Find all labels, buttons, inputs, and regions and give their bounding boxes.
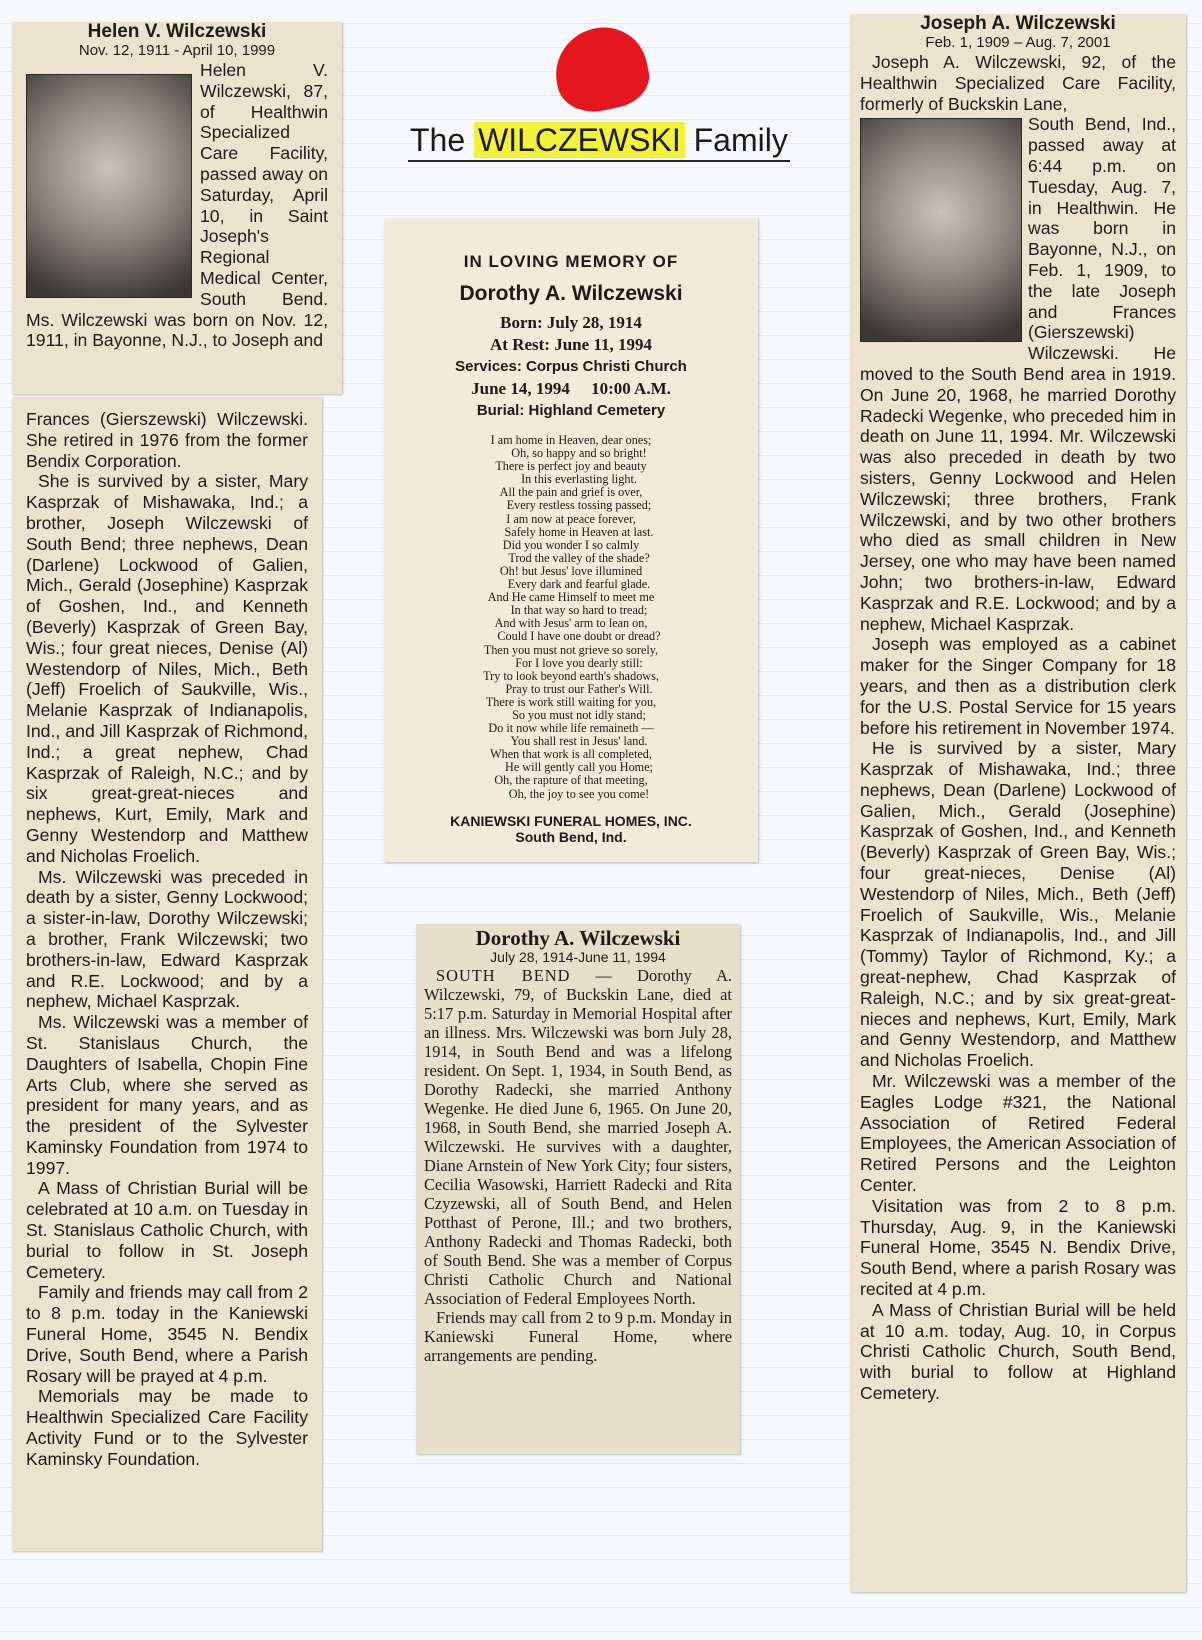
- page-title: [408, 120, 808, 166]
- dorothy-paragraph-2: Friends may call from 2 to 9 p.m. Monday in Kaniewski Funeral Home, where arrangements are pending.: [424, 1308, 732, 1365]
- dorothy-text: — Dorothy A. Wilczewski, 79, of Buckskin Lane, died at 5:17 p.m. Saturday in Memorial Hospital after an illness. Mrs. Wilczewski was born July 28, 1914, in South Bend and was a lifelong resident. On Sept. 1, 1934, in South Bend, as Dorothy Radecki, she married Anthony Wegenke. He died June 6, 1965. On June 20, 1968, in South Bend, she married Joseph A. Wilczewski. He survives with a daughter, Diane Arnstein of New York City; four sisters, Cecilia Wasowski, Harriett Radecki and Rita Czyzewski, all of South Bend, and Helen Potthast of Perone, Ill.; and two brothers, Anthony Radecki and Thomas Radecki, both of South Bend. She was a member of Corpus Christi Catholic Church and National Association of Federal Employees North.: [424, 966, 733, 1308]
- poem-line: Oh, the joy to see you come!: [508, 786, 650, 801]
- poem-line: And He came Himself to meet me: [487, 590, 655, 605]
- helen-name: Helen V. Wilczewski: [87, 21, 267, 42]
- poem-line: There is perfect joy and beauty: [495, 459, 647, 474]
- card-born: Born: July 28, 1914: [500, 313, 642, 332]
- helen-paragraphs: [26, 409, 308, 1470]
- poem-line: All the pain and grief is over,: [499, 485, 643, 500]
- poem-line: Every restless tossing passed;: [506, 498, 652, 513]
- card-services: Services: Corpus Christi Church: [455, 358, 687, 375]
- joseph-intro: Joseph A. Wilczewski, 92, of the Healthwin Specialized Care Facility, formerly of Buckskin Lane,: [860, 52, 1176, 114]
- helen-obituary-top: [12, 22, 342, 394]
- joseph-paragraph: Mr. Wilczewski was a member of the Eagles Lodge #321, the National Association of Retired Federal Employees, the American Association of Retired Persons and the Leighton Center.: [860, 1071, 1176, 1196]
- poem-line: Oh! but Jesus' love illumined: [499, 563, 643, 578]
- dorothy-dateline: SOUTH BEND: [436, 966, 571, 985]
- title-prefix: The: [410, 122, 475, 158]
- title-highlight: WILCZEWSKI: [474, 122, 685, 158]
- poem-line: There is work still waiting for you,: [485, 694, 657, 709]
- helen-dates: Nov. 12, 1911 - April 10, 1999: [78, 42, 276, 59]
- dorothy-dates: July 28, 1914-June 11, 1994: [490, 949, 666, 965]
- poem-line: Oh, the rapture of that meeting,: [494, 773, 648, 788]
- helen-paragraph: Ms. Wilczewski was preceded in death by a sister, Genny Lockwood; a sister-in-law, Dorothy Wilczewski; a brother, Frank Wilczewski; two brothers-in-law, Edward Kasprzak and R.E. Lockwood; and by a nephew, Michael Kasprzak.: [26, 866, 308, 1012]
- poem-line: Did you wonder I so calmly: [502, 537, 640, 552]
- red-sticker-dot: [547, 19, 654, 118]
- joseph-paragraph: He is survived by a sister, Mary Kasprzak of Mishawaka, Ind.; three nephews, Dean (Darlene) Lockwood of Galien, Mich., Gerald (Josephine) Kasprzak of Goshen, Ind., and Kenneth (Beverly) Kasprzak of Green Bay, Wis.; four great-nieces, Denise (Al) Westendorp of Niles, Mich., Beth (Jeff) Froelich of Saukville, Wis., Melanie Kasprzak of Indianapolis, Ind., and Jill (Tommy) Taylor of Richmond, Ky.; a great-nephew, Chad Kasprzak of Raleigh, N.C.; and by six great-great-nieces and nephews, Kurt, Emily, Mark and Genny Westendorp, and Matthew and Nicholas Froelich.: [860, 738, 1176, 1071]
- joseph-photo: [860, 118, 1022, 342]
- helen-paragraph: Ms. Wilczewski was a member of St. Stanislaus Church, the Daughters of Isabella, Chopin Fine Arts Club, where she served as president for many years, and as the president of the Sylvester Kaminsky Foundation from 1974 to 1997.: [26, 1012, 308, 1178]
- card-rest: At Rest: June 11, 1994: [490, 335, 652, 354]
- helen-paragraph: Family and friends may call from 2 to 8 p.m. today in the Kaniewski Funeral Home, 3545 N. Bendix Drive, South Bend, where a Parish Rosary will be prayed at 4 p.m.: [26, 1282, 308, 1386]
- joseph-wrap-text: South Bend, Ind., passed away at 6:44 p.m. on Tuesday, Aug. 7, in Healthwin. He was born in Bayonne, N.J., on Feb. 1, 1909, to the late Joseph and Frances (Gierszewski) Wilczewski. He moved to the South Bend area in 1919. On June 20, 1968, he married Dorothy Radecki Wegenke, who preceded him in death on June 11, 1994. Mr. Wilczewski was also preceded in death by two sisters, Genny Lockwood and Helen Wilczewski; three brothers, Frank Wilczewski, and by two other brothers who died as small children in New Jersey, one who may have been named John; two brothers-in-law, Edward Kasprzak and R.E. Lockwood; and by a nephew, Michael Kasprzak.: [860, 114, 1176, 634]
- helen-paragraph: She is survived by a sister, Mary Kasprzak of Mishawaka, Ind.; a brother, Joseph Wilczewski of South Bend; three nephews, Dean (Darlene) Lockwood of Galien, Mich., Gerald (Josephine) Kasprzak of Goshen, Ind., and Kenneth (Beverly) Kasprzak of Green Bay, Wis.; four great nieces, Denise (Al) Westendorp of Niles, Mich., Beth (Jeff) Froelich of Saukville, Wis., Melanie Kasprzak of Indianapolis, Ind., and Jill Kasprzak of Richmond, Ind.; a great nephew, Chad Kasprzak of Raleigh, N.C.; and by six great-great-nieces and nephews, Kurt, Emily, Mark and Genny Westendorp and Matthew and Nicholas Froelich.: [26, 471, 308, 866]
- joseph-name: Joseph A. Wilczewski: [920, 13, 1116, 34]
- poem-line: Could I have one doubt or dread?: [497, 629, 661, 644]
- poem-line: When that work is all completed,: [490, 747, 652, 762]
- joseph-paragraph: Visitation was from 2 to 8 p.m. Thursday, Aug. 9, in the Kaniewski Funeral Home, 3545 N. Bendix Drive, South Bend, where a parish Rosary was recited at 4 p.m.: [860, 1195, 1176, 1300]
- dorothy-name: Dorothy A. Wilczewski: [475, 926, 681, 950]
- poem-line: Try to look beyond earth's shadows,: [483, 668, 659, 683]
- helen-obituary-body: [12, 397, 322, 1551]
- poem-line: Pray to trust our Father's Will.: [505, 681, 653, 696]
- poem-line: Oh, so happy and so bright!: [511, 446, 647, 461]
- poem-line: Every dark and fearful glade.: [507, 577, 651, 592]
- poem-line: And with Jesus' arm to lean on,: [494, 616, 648, 631]
- card-heading: IN LOVING MEMORY OF: [463, 252, 679, 271]
- card-poem: [408, 434, 734, 801]
- card-burial: Burial: Highland Cemetery: [476, 402, 666, 419]
- dorothy-paragraph: [424, 966, 732, 1308]
- poem-line: I am now at peace forever,: [506, 511, 636, 526]
- poem-line: You shall rest in Jesus' land.: [510, 734, 648, 749]
- joseph-dates: Feb. 1, 1909 – Aug. 7, 2001: [925, 34, 1111, 51]
- joseph-obituary: [850, 14, 1186, 1592]
- helen-paragraph: Frances (Gierszewski) Wilczewski. She retired in 1976 from the former Bendix Corporation.: [26, 409, 308, 471]
- dorothy-obituary: [416, 924, 740, 1454]
- poem-line: Trod the valley of the shade?: [508, 550, 650, 565]
- poem-line: I am home in Heaven, dear ones;: [490, 433, 652, 447]
- helen-paragraph: A Mass of Christian Burial will be celebrated at 10 a.m. on Tuesday in St. Stanislaus Catholic Church, with burial to follow in St. Joseph Cemetery.: [26, 1178, 308, 1282]
- poem-line: In this everlasting light.: [521, 472, 637, 487]
- card-funeral-home: KANIEWSKI FUNERAL HOMES, INC.: [450, 812, 692, 829]
- poem-line: Then you must not grieve so sorely,: [483, 642, 659, 657]
- joseph-paragraph: Joseph was employed as a cabinet maker for the Singer Company for 18 years, and then as a distribution clerk for the U.S. Postal Service for 15 years before his retirement in November 1974.: [860, 634, 1176, 738]
- joseph-text: [860, 52, 1176, 1404]
- title-suffix: Family: [684, 122, 788, 158]
- helen-top-text: Helen V. Wilczewski, 87, of Healthwin Specialized Care Facility, passed away on Saturday, April 10, in Saint Joseph's Regional Medical Center, South Bend. Ms. Wilczewski was born on Nov. 12, 1911, in Bayonne, N.J., to Joseph and: [26, 60, 328, 351]
- card-city: South Bend, Ind.: [515, 828, 627, 845]
- poem-line: He will gently call you Home;: [505, 760, 653, 775]
- poem-line: Safely home in Heaven at last.: [504, 524, 654, 539]
- dorothy-text-block: [424, 966, 732, 1365]
- helen-photo: [26, 74, 192, 298]
- joseph-paragraph: A Mass of Christian Burial will be held at 10 a.m. today, Aug. 10, in Corpus Christi Catholic Church, South Bend, with burial to follow at Highland Cemetery.: [860, 1299, 1176, 1403]
- helen-paragraph: Memorials may be made to Healthwin Specialized Care Facility Activity Fund or to the Sylvester Kaminsky Foundation.: [26, 1386, 308, 1469]
- memory-card: [384, 218, 758, 862]
- poem-line: So you must not idly stand;: [512, 707, 646, 722]
- poem-line: For I love you dearly still:: [515, 655, 643, 670]
- poem-line: Do it now while life remaineth —: [488, 721, 654, 736]
- card-service-date: June 14, 1994 10:00 A.M.: [471, 379, 671, 398]
- poem-line: In that way so hard to tread;: [510, 603, 648, 618]
- card-name: Dorothy A. Wilczewski: [459, 282, 683, 305]
